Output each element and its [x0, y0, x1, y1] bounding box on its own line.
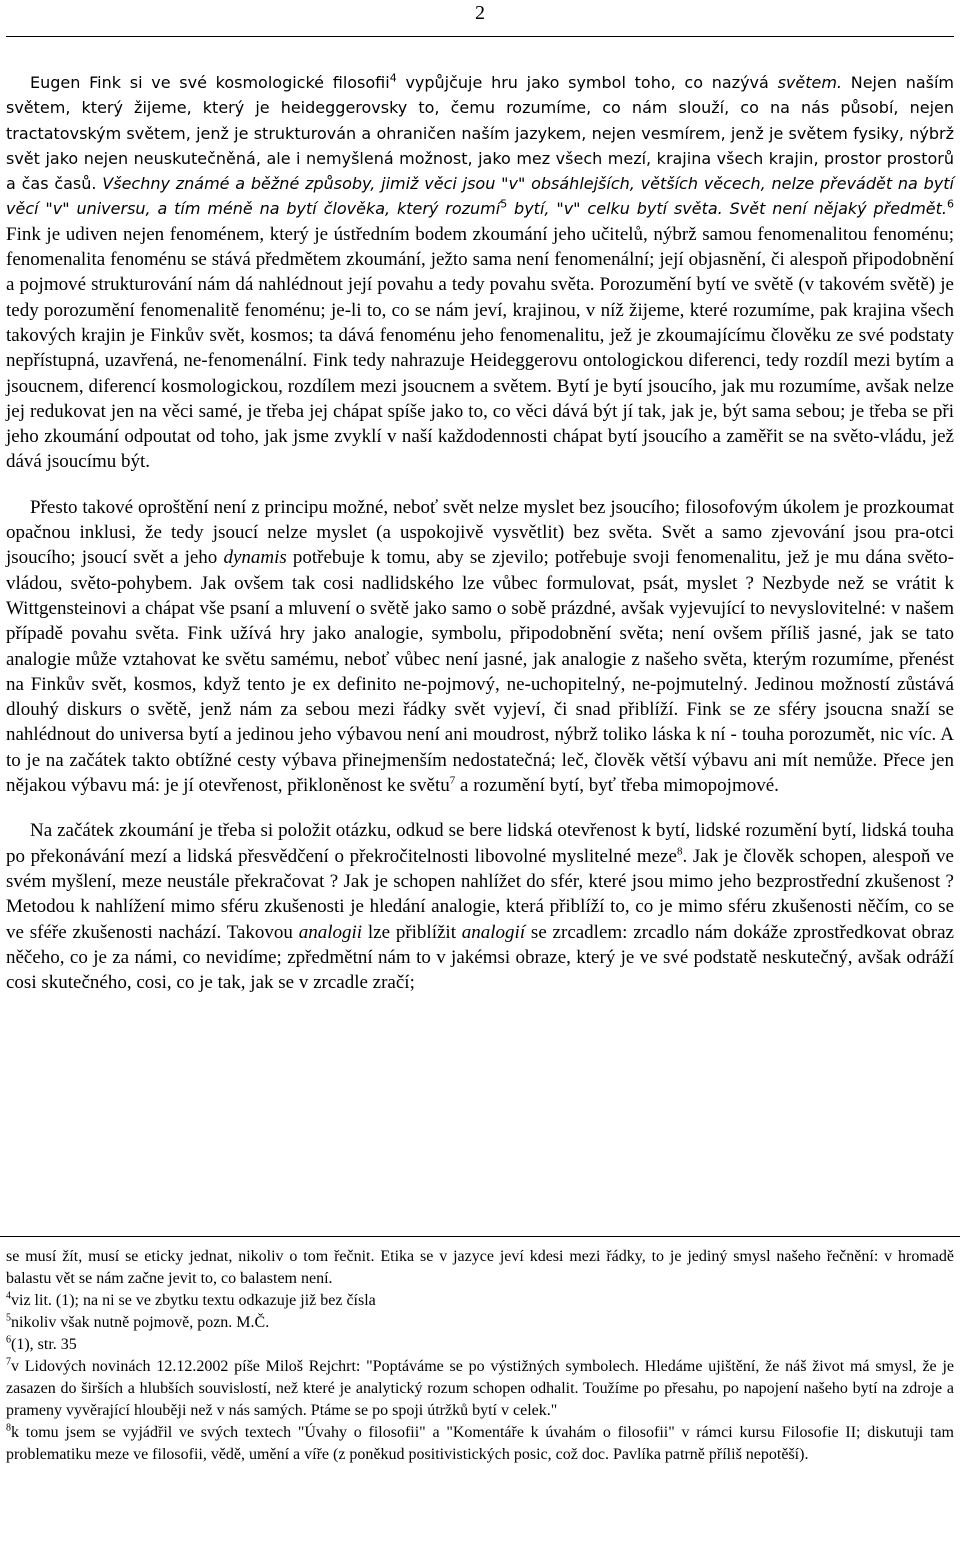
p3-text: lze přiblížit [362, 921, 462, 943]
p1-text-serif: Fink je udiven nejen fenoménem, který je ústředním bodem zkoumání jeho učitelů, nýbrž samou fenomenalitou fenoménu; fenomenalita fenoménu se stává předmětem zkoumání, ježto sama není fenomenální; její objasnění, či alespoň připodobnění a pojmové strukturování nám dá nahlédnout její povahu a tedy povahu světa. Porozumění bytí ve světě (v takovém světě) je tedy porozumění fenomenalitě fenoménu; je-li to, co se nám jeví, krajinou, v níž žijeme, které rozumíme, pak krajina všech takových krajin je Finkův svět, kosmos; ta dává fenoménu jeho fenomenalitu, jež je zkoumajícímu člověku ze své podstaty nepřístupná, uzavřená, ne-fenomenální. Fink tedy nahrazuje Heideggerovu ontologickou diferenci, tedy rozdíl mezi bytím a jsoucnem, diferencí kosmologickou, rozdílem mezi jsoucnem a světem. Bytí je bytí jsoucího, jak mu rozumíme, avšak nelze jej redukovat jen na věci samé, je třeba jej chápat spíše jako to, co věci dává být jí tak, jak je, být sama sebou; je třeba se při jeho zkoumání odpoutat od toho, jak jsme zvyklí v naší každodennosti chápat bytí jsoucího a zaměřit se na světo-vládu, jež dává jsoucímu být. [6, 223, 954, 473]
paragraph-1 [6, 70, 954, 475]
p3-italic-analogii: analogií [461, 921, 526, 943]
p1-text: Eugen Fink si ve své kosmologické filosofii [30, 73, 390, 92]
footnote-text: viz lit. (1); na ni se ve zbytku textu odkazuje již bez čísla [11, 1292, 376, 1309]
footnote-mark: 5 [6, 1312, 11, 1324]
footnote-6 [6, 1334, 954, 1356]
footnote-8 [6, 1422, 954, 1466]
footnote-ref-5[interactable]: 5 [500, 198, 508, 212]
main-text [6, 70, 954, 995]
footnote-text: (1), str. 35 [11, 1336, 77, 1353]
footnote-mark: 8 [6, 1422, 11, 1434]
footnote-ref-8[interactable]: 8 [676, 845, 683, 858]
footnote-5 [6, 1312, 954, 1334]
p1-text: Nejen naším světem, který žijeme, který je heideggerovsky to, čemu rozumíme, co nám slouží, co na nás působí, nejen tractatovským světem, jenž je strukturován a ohraničen naším jazykem, nejen vesmírem, jenž je světem fysiky, nýbrž svět jako nejen neuskutečněná, ale i nemyšlená možnost, jako mez všech mezí, krajina všech krajin, prostor prostorů a čas časů. [6, 73, 955, 194]
footnote-7 [6, 1356, 954, 1422]
p2-italic-dynamis: dynamis [223, 547, 287, 569]
footnote-ref-7[interactable]: 7 [449, 774, 456, 787]
page-number: 2 [475, 2, 485, 24]
paragraph-3 [6, 818, 954, 995]
p1-text: vypůjčuje hru jako symbol toho, co nazývá [396, 73, 778, 92]
p1-italic-world: světem. [777, 73, 842, 92]
footnote-mark: 7 [6, 1356, 11, 1368]
p2-text: potřebuje k tomu, aby se zjevilo; potřebuje svoji fenomenalitu, jež je mu dána světo-vládou, světo-pohybem. Jak ovšem tak cosi nadlidského lze vůbec formulovat, psát, myslet ? Nezbyde než se vrátit k Wittgensteinovi a chápat vše psaní a mluvení o světě jako samo o sobě prázdné, avšak vyjevující to nevyslovitelné: v našem případě povahu světa. Fink užívá hry jako analogie, symbolu, připodobnění světa; není ovšem příliš jasné, jak se tato analogie může vztahovat ke světu samému, neboť vůbec není jasné, jak analogie z našeho světa, kterým rozumíme, přenést na Finkův svět, kosmos, když tento je ex definito ne-pojmový, ne-uchopitelný, ne-pojmutelný. Jedinou možností zůstává dlouhý diskurs o světě, jenž nám za sebou mezi řádky svět vyjeví, či snad přiblíží. Fink se ze sféry jsoucna snaží se nahlédnout do universa bytí a jedinou jeho výbavou není ani moudrost, nýbrž toliko láska k ní - touha porozumět, nic víc. A to je na začátek takto obtížné cesty výbava přinejmenším nedostatečná; leč, člověk větší výbavu ani mít nemůže. Přece jen nějakou výbavu má: je jí otevřenost, přikloněnost ke světu [6, 547, 954, 797]
footnote-ref-6[interactable]: 6 [947, 198, 955, 212]
footnote-separator [0, 1236, 960, 1237]
p3-italic-analogii: analogii [298, 921, 363, 943]
p3-text: Na začátek zkoumání je třeba si položit otázku, odkud se bere lidská otevřenost k bytí, lidské rozumění bytí, lidská touha po překonávání mezí a lidská přesvědčení o překročitelnosti libovolné myslitelné meze [6, 820, 954, 867]
p1-italic-passage: Všechny známé a běžné způsoby, jimiž věci jsou "v" obsáhlejších, větších věcech, nelze převádět na bytí věcí "v" universu, a tím méně na bytí člověka, který rozumí [6, 174, 954, 219]
p2-text: Přesto takové oproštění není z principu možné, neboť svět nelze myslet bez jsoucího; filosofovým úkolem je prozkoumat opačnou inklusi, že tedy jsoucí nelze myslet (a uspokojivě vysvětlit) bez světa. Svět a samo zjevování jsou pra-otci jsoucího; jsoucí svět a jeho [6, 496, 954, 569]
p3-text: . Jak je člověk schopen, alespoň ve svém myšlení, meze neustále překračovat ? Jak je schopen nahlížet do sfér, které jsou mimo jeho bezprostřední zkušenost ? Metodou k nahlížení mimo sféru zkušenosti je hledání analogie, která přiblíží to, co je mimo sféru zkušenosti něčím, co se ve sféře zkušenosti nachází. Takovou [6, 845, 954, 943]
footnote-text: k tomu jsem se vyjádřil ve svých textech "Úvahy o filosofii" a "Komentáře k úvahám o filosofii" v rámci kursu Filosofie II; diskutuji tam problematiku meze ve filosofii, vědě, umění a víře (z poněkud positivistických posic, což doc. Pavlíka patrně příliš nepotěší). [6, 1424, 954, 1463]
header-rule [6, 36, 954, 37]
footnote-4 [6, 1290, 954, 1312]
footnote-ref-4[interactable]: 4 [389, 71, 397, 85]
footnotes [6, 1246, 954, 1466]
footnote-text: nikoliv však nutně pojmově, pozn. M.Č. [11, 1314, 270, 1331]
footnote-mark: 4 [6, 1290, 11, 1302]
p3-text: se zrcadlem: zrcadlo nám dokáže zprostředkovat obraz něčeho, co je za námi, co nevidíme; zpředmětní nám to v jakémsi obraze, který je ve své podstatě neskutečný, avšak odráží cosi skutečného, cosi, co je tak, jak se v zrcadle zračí; [6, 921, 954, 994]
footnote-mark: 6 [6, 1334, 11, 1346]
p2-text: a rozumění bytí, byť třeba mimopojmové. [455, 775, 779, 797]
paragraph-2 [6, 495, 954, 799]
footnote-text: v Lidových novinách 12.12.2002 píše Miloš Rejchrt: "Poptáváme se po výstižných symbolech. Hledáme ujištění, že náš život má smysl, že je zasazen do širších a hlubších souvislostí, než které je analytický rozum schopen odhalit. Toužíme po přesahu, po napojení našeho bytí na zdroje a prameny vyvěrající hlouběji než v nás samých. Ptáme se po spoji útržků bytí v celek." [6, 1358, 954, 1419]
p1-italic-passage: bytí, "v" celku bytí světa. Svět není nějaký předmět. [507, 199, 948, 219]
footnote-continuation: se musí žít, musí se eticky jednat, nikoliv o tom řečnit. Etika se v jazyce jeví kdesi mezi řádky, to je jediný smysl našeho řečnění: v hromadě balastu vět se nám začne jevit to, co balastem není. [6, 1248, 954, 1287]
